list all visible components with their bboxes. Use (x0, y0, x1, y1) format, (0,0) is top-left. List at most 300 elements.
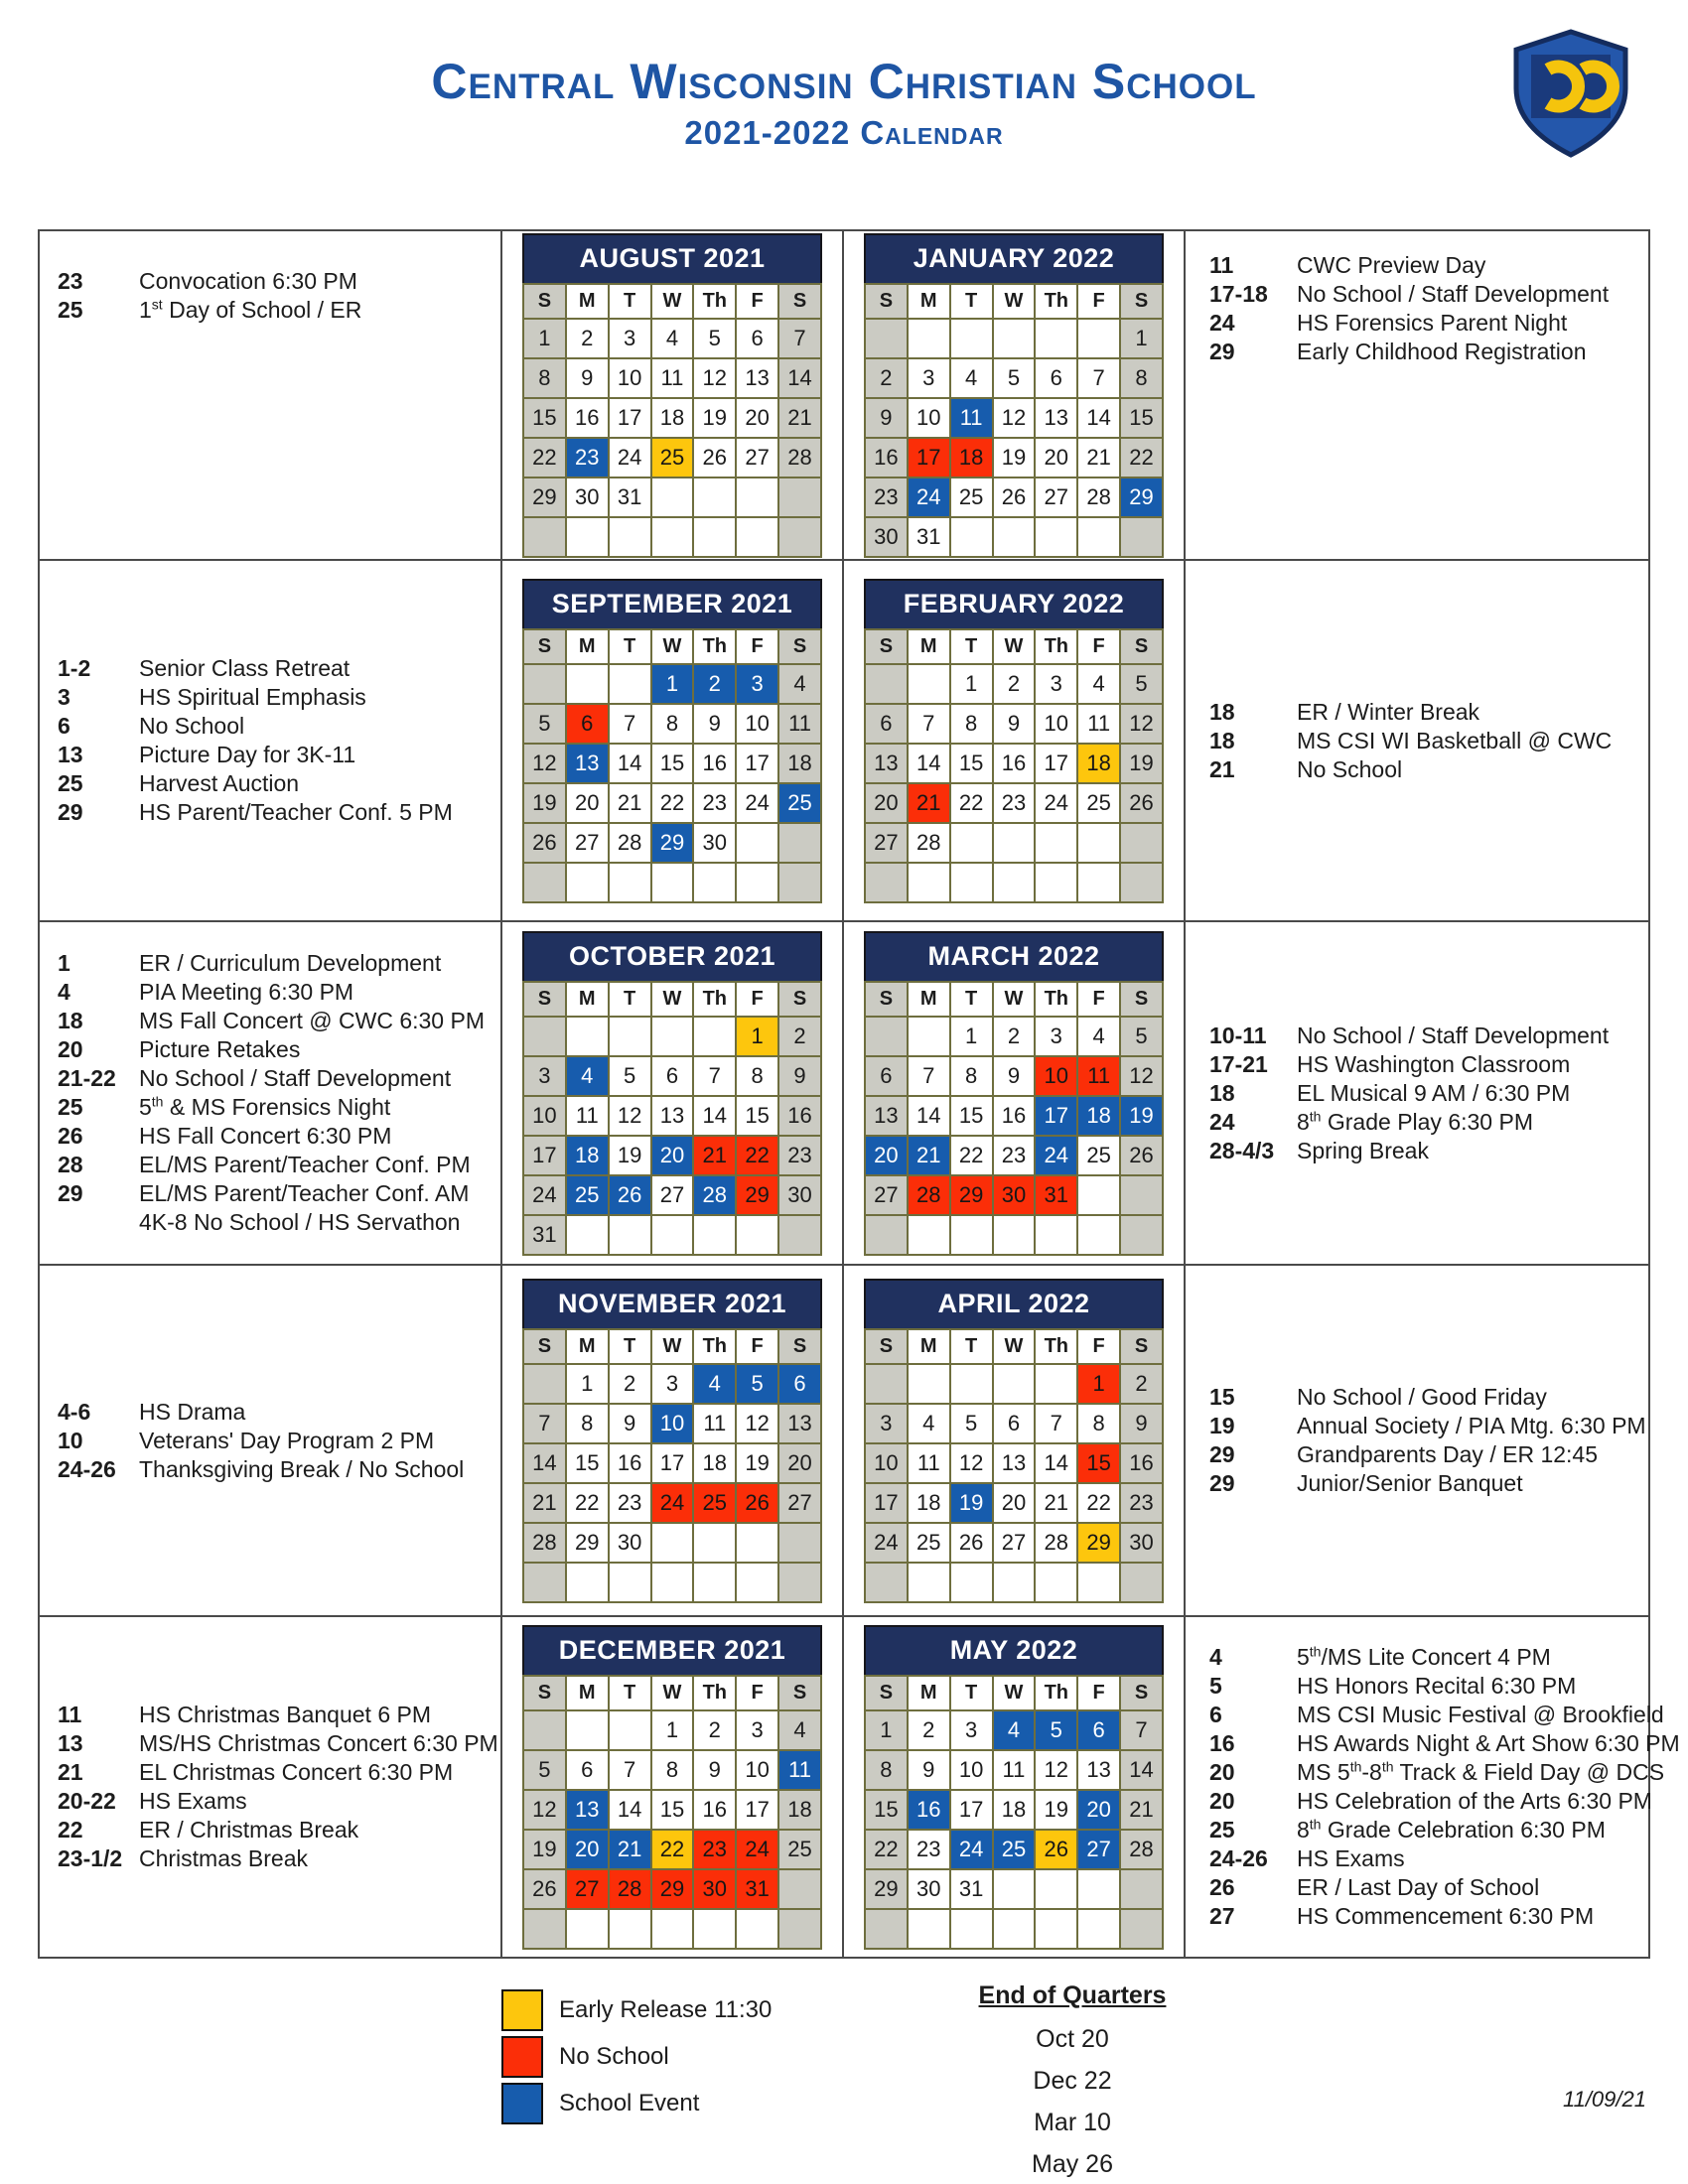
week-row (523, 1056, 821, 1096)
day-cell: 28 (1035, 1523, 1077, 1563)
day-cell (950, 863, 993, 902)
day-cell (736, 1215, 778, 1255)
day-cell: 12 (609, 1096, 651, 1136)
day-cell: 5 (1035, 1710, 1077, 1750)
day-header-cell: S (778, 629, 821, 664)
day-cell (1077, 823, 1120, 863)
day-cell: 19 (1120, 744, 1163, 783)
event-date: 5 (1209, 1673, 1222, 1699)
day-cell: 3 (736, 1710, 778, 1750)
day-cell: 29 (651, 1869, 694, 1909)
day-header-cell: F (1077, 1676, 1120, 1710)
day-cell (523, 517, 566, 557)
day-cell (1035, 1869, 1077, 1909)
day-cell: 8 (950, 1056, 993, 1096)
event-row (1209, 1701, 1664, 1729)
day-cell: 2 (693, 1710, 736, 1750)
event-desc: 8th Grade Play 6:30 PM (1297, 1107, 1533, 1135)
day-cell: 24 (736, 1830, 778, 1869)
day-cell: 29 (1077, 1523, 1120, 1563)
event-row (58, 1758, 500, 1787)
week-row (523, 1710, 821, 1750)
day-header-cell: T (950, 1329, 993, 1364)
day-cell: 10 (523, 1096, 566, 1136)
day-header-cell: Th (693, 1329, 736, 1364)
day-header-row (523, 629, 821, 664)
month-column (844, 561, 1186, 920)
day-header-cell: M (908, 1329, 950, 1364)
month-calendar (864, 579, 1164, 903)
week-row (523, 664, 821, 704)
day-cell: 12 (523, 1790, 566, 1830)
day-header-cell: F (736, 284, 778, 319)
day-cell: 1 (1077, 1364, 1120, 1404)
day-cell: 10 (609, 358, 651, 398)
day-cell (651, 1017, 694, 1056)
day-header-cell: T (950, 1676, 993, 1710)
day-cell (1035, 1364, 1077, 1404)
event-date: 21 (58, 1759, 83, 1785)
day-cell (908, 1563, 950, 1602)
legend (501, 1989, 772, 2129)
event-date: 13 (58, 1730, 83, 1756)
calendar-band (40, 561, 1648, 922)
month-calendar (522, 931, 822, 1256)
event-row (1209, 755, 1648, 784)
event-row (1209, 280, 1648, 309)
day-cell: 14 (1077, 398, 1120, 438)
day-cell: 20 (865, 1136, 908, 1175)
day-cell: 16 (693, 1790, 736, 1830)
day-cell: 23 (908, 1830, 950, 1869)
event-row (58, 654, 500, 683)
day-cell: 8 (566, 1404, 609, 1443)
day-header-cell: S (523, 1329, 566, 1364)
day-cell: 26 (1120, 783, 1163, 823)
day-cell: 28 (523, 1523, 566, 1563)
week-row (523, 1136, 821, 1175)
event-date: 25 (58, 1094, 83, 1120)
day-cell (736, 823, 778, 863)
event-desc: Veterans' Day Program 2 PM (139, 1427, 435, 1453)
day-header-cell: Th (1035, 1676, 1077, 1710)
day-cell (1077, 1215, 1120, 1255)
day-cell: 15 (1077, 1443, 1120, 1483)
end-of-quarters (943, 1981, 1201, 2184)
day-cell: 24 (950, 1830, 993, 1869)
event-date: 10-11 (1209, 1022, 1267, 1048)
day-cell: 18 (908, 1483, 950, 1523)
event-date: 19 (1209, 1413, 1235, 1438)
event-date: 27 (1209, 1903, 1235, 1929)
event-date: 17-21 (1209, 1050, 1268, 1077)
day-cell (609, 863, 651, 902)
day-cell: 11 (778, 704, 821, 744)
month-grid (864, 628, 1164, 903)
event-desc: 4K-8 No School / HS Servathon (139, 1209, 461, 1235)
day-cell (1035, 319, 1077, 358)
day-cell (993, 517, 1036, 557)
event-desc: Picture Day for 3K-11 (139, 742, 356, 767)
month-grid (864, 1328, 1164, 1603)
day-cell: 18 (1077, 744, 1120, 783)
week-row (523, 1563, 821, 1602)
day-cell: 12 (1120, 1056, 1163, 1096)
event-desc: Grandparents Day / ER 12:45 (1297, 1441, 1598, 1467)
day-cell: 7 (609, 704, 651, 744)
week-row (865, 398, 1163, 438)
event-desc: MS CSI Music Festival @ Brookfield (1297, 1702, 1664, 1727)
end-of-quarter-date: May 26 (1032, 2150, 1113, 2178)
day-header-cell: M (908, 629, 950, 664)
day-cell (566, 1215, 609, 1255)
day-cell: 22 (865, 1830, 908, 1869)
event-date: 29 (1209, 1470, 1235, 1496)
month-grid (522, 1328, 822, 1603)
event-desc: ER / Winter Break (1297, 698, 1480, 725)
day-header-cell: F (736, 982, 778, 1017)
day-header-cell: S (865, 284, 908, 319)
day-cell (865, 1909, 908, 1949)
event-date: 25 (58, 297, 83, 323)
week-row (865, 863, 1163, 902)
day-cell (778, 1215, 821, 1255)
event-row (1209, 1643, 1648, 1672)
day-cell: 6 (865, 1056, 908, 1096)
month-calendar (864, 233, 1164, 558)
day-cell (736, 1523, 778, 1563)
event-desc: Thanksgiving Break / No School (139, 1455, 465, 1482)
event-date: 6 (58, 713, 70, 739)
week-row (865, 1056, 1163, 1096)
day-cell (609, 1017, 651, 1056)
week-row (865, 1483, 1163, 1523)
month-title: JANUARY 2022 (864, 233, 1164, 283)
day-cell: 3 (1035, 664, 1077, 704)
event-date: 25 (58, 770, 83, 796)
day-cell: 13 (736, 358, 778, 398)
day-cell: 22 (1120, 438, 1163, 478)
day-cell: 20 (778, 1443, 821, 1483)
day-cell: 22 (1077, 1483, 1120, 1523)
event-desc: No School (139, 713, 245, 739)
day-cell: 7 (908, 704, 950, 744)
day-cell (993, 319, 1036, 358)
day-cell: 21 (778, 398, 821, 438)
month-calendar (864, 931, 1164, 1256)
week-row (523, 783, 821, 823)
day-cell (693, 863, 736, 902)
page-header (0, 54, 1688, 153)
calendar-table (38, 229, 1680, 1959)
event-desc: HS Drama (139, 1398, 246, 1425)
day-cell: 16 (1120, 1443, 1163, 1483)
day-cell: 9 (865, 398, 908, 438)
event-desc: MS Fall Concert @ CWC 6:30 PM (139, 1008, 485, 1033)
day-cell: 7 (778, 319, 821, 358)
day-header-cell: M (566, 982, 609, 1017)
event-date: 4-6 (58, 1398, 91, 1425)
event-desc: HS Washington Classroom (1297, 1050, 1571, 1077)
day-cell (950, 823, 993, 863)
day-header-cell: S (523, 629, 566, 664)
day-cell (566, 1710, 609, 1750)
day-cell (865, 319, 908, 358)
left-events-list (40, 1617, 502, 1957)
day-cell (950, 319, 993, 358)
event-row (1209, 1108, 1648, 1137)
day-cell: 29 (865, 1869, 908, 1909)
day-header-cell: W (993, 982, 1036, 1017)
day-cell: 19 (1035, 1790, 1077, 1830)
day-cell (1120, 1563, 1163, 1602)
legend-label: School Event (559, 2090, 700, 2116)
day-cell: 16 (993, 1096, 1036, 1136)
day-header-cell: W (651, 1329, 694, 1364)
day-cell (736, 1909, 778, 1949)
day-cell: 13 (651, 1096, 694, 1136)
event-date: 24-26 (1209, 1845, 1268, 1871)
day-cell (993, 1364, 1036, 1404)
event-desc: MS CSI WI Basketball @ CWC (1297, 727, 1613, 753)
day-cell: 21 (908, 1136, 950, 1175)
event-row (1209, 1022, 1648, 1050)
day-cell: 17 (736, 1790, 778, 1830)
day-cell (566, 664, 609, 704)
event-desc: HS Exams (1297, 1845, 1405, 1871)
event-row (58, 1208, 500, 1237)
week-row (865, 1750, 1163, 1790)
day-cell (693, 1215, 736, 1255)
day-header-cell: S (523, 284, 566, 319)
event-row (58, 978, 500, 1007)
day-header-cell: Th (693, 982, 736, 1017)
day-header-cell: S (523, 1676, 566, 1710)
day-cell: 27 (736, 438, 778, 478)
day-cell: 4 (651, 319, 694, 358)
day-header-cell: Th (1035, 629, 1077, 664)
week-row (523, 1443, 821, 1483)
day-cell: 14 (778, 358, 821, 398)
week-row (523, 1750, 821, 1790)
week-row (865, 1710, 1163, 1750)
event-date: 20 (58, 1036, 83, 1062)
day-header-cell: S (778, 1676, 821, 1710)
day-cell (778, 1523, 821, 1563)
event-desc: No School / Good Friday (1297, 1384, 1547, 1410)
week-row (523, 1909, 821, 1949)
event-date: 1 (58, 950, 70, 976)
day-cell: 20 (566, 783, 609, 823)
day-cell: 15 (566, 1443, 609, 1483)
day-cell: 16 (908, 1790, 950, 1830)
day-cell (609, 1563, 651, 1602)
day-cell (950, 1215, 993, 1255)
day-cell: 2 (566, 319, 609, 358)
day-cell (609, 1710, 651, 1750)
day-cell (523, 1563, 566, 1602)
event-date: 22 (58, 1817, 83, 1843)
day-cell (778, 517, 821, 557)
event-date: 29 (1209, 1441, 1235, 1467)
day-cell: 3 (950, 1710, 993, 1750)
day-cell: 29 (566, 1523, 609, 1563)
end-of-quarters-dates (943, 2018, 1201, 2184)
day-cell (1077, 1909, 1120, 1949)
week-row (523, 319, 821, 358)
day-cell: 21 (1120, 1790, 1163, 1830)
event-date: 16 (1209, 1730, 1235, 1756)
day-cell (609, 517, 651, 557)
day-header-cell: F (736, 629, 778, 664)
week-row (523, 1790, 821, 1830)
end-of-quarter-date: Oct 20 (1036, 2025, 1109, 2053)
day-cell (950, 1364, 993, 1404)
day-cell: 26 (950, 1523, 993, 1563)
calendar-band (40, 231, 1648, 561)
day-header-cell: Th (1035, 284, 1077, 319)
week-row (865, 704, 1163, 744)
week-row (523, 1364, 821, 1404)
week-row (865, 1136, 1163, 1175)
day-cell: 1 (736, 1017, 778, 1056)
week-row (523, 358, 821, 398)
day-cell: 6 (993, 1404, 1036, 1443)
day-cell (865, 664, 908, 704)
event-date: 29 (1209, 339, 1235, 364)
day-cell: 11 (1077, 704, 1120, 744)
calendar-band (40, 1617, 1680, 1957)
day-cell (609, 1215, 651, 1255)
day-header-row (523, 982, 821, 1017)
day-cell: 4 (693, 1364, 736, 1404)
day-cell: 26 (523, 823, 566, 863)
day-cell: 11 (778, 1750, 821, 1790)
day-header-row (865, 1676, 1163, 1710)
event-date: 18 (1209, 1079, 1235, 1106)
week-row (865, 1830, 1163, 1869)
event-date: 11 (58, 1702, 82, 1727)
event-date: 20-22 (58, 1788, 116, 1814)
day-cell: 3 (908, 358, 950, 398)
day-cell: 28 (908, 1175, 950, 1215)
event-row (58, 1064, 500, 1093)
event-date: 28 (58, 1152, 83, 1177)
week-row (865, 1096, 1163, 1136)
day-cell (1077, 1175, 1120, 1215)
day-cell (693, 1523, 736, 1563)
week-row (865, 319, 1163, 358)
week-row (865, 1404, 1163, 1443)
day-cell: 8 (1077, 1404, 1120, 1443)
day-cell: 25 (1077, 783, 1120, 823)
day-cell: 31 (1035, 1175, 1077, 1215)
event-date: 21-22 (58, 1065, 116, 1091)
month-column (844, 1266, 1186, 1615)
day-cell: 17 (523, 1136, 566, 1175)
day-header-cell: T (609, 1676, 651, 1710)
event-date: 18 (1209, 727, 1235, 753)
month-calendar (522, 1279, 822, 1603)
event-row (1209, 1672, 1648, 1701)
day-cell: 8 (950, 704, 993, 744)
day-cell (1077, 1869, 1120, 1909)
day-header-cell: M (566, 1676, 609, 1710)
day-cell: 16 (693, 744, 736, 783)
legend-swatch (501, 2083, 543, 2124)
day-header-cell: W (651, 629, 694, 664)
day-header-cell: S (778, 982, 821, 1017)
week-row (865, 517, 1163, 557)
day-cell: 1 (950, 664, 993, 704)
day-cell (736, 517, 778, 557)
day-cell: 9 (908, 1750, 950, 1790)
day-cell: 15 (651, 744, 694, 783)
event-row (58, 1035, 500, 1064)
day-cell: 11 (908, 1443, 950, 1483)
event-desc: Annual Society / PIA Mtg. 6:30 PM (1297, 1413, 1646, 1438)
event-date: 1-2 (58, 655, 91, 681)
day-cell: 28 (1120, 1830, 1163, 1869)
day-cell: 2 (609, 1364, 651, 1404)
event-desc: Early Childhood Registration (1297, 339, 1587, 364)
legend-swatch (501, 1989, 543, 2031)
day-cell: 9 (778, 1056, 821, 1096)
week-row (865, 823, 1163, 863)
event-date: 11 (1209, 252, 1234, 278)
day-cell (609, 1909, 651, 1949)
day-cell (566, 517, 609, 557)
day-header-cell: T (950, 629, 993, 664)
event-row (1209, 1729, 1680, 1758)
day-cell (778, 1909, 821, 1949)
month-title: APRIL 2022 (864, 1279, 1164, 1328)
day-cell: 26 (736, 1483, 778, 1523)
event-desc: HS Celebration of the Arts 6:30 PM (1297, 1788, 1652, 1814)
day-cell: 29 (736, 1175, 778, 1215)
month-calendar (522, 579, 822, 903)
day-cell (778, 1563, 821, 1602)
day-cell: 16 (609, 1443, 651, 1483)
event-row (1209, 1787, 1652, 1816)
week-row (523, 863, 821, 902)
day-cell: 6 (736, 319, 778, 358)
event-row (1209, 1079, 1648, 1108)
day-cell: 21 (609, 783, 651, 823)
day-cell: 1 (865, 1710, 908, 1750)
week-row (865, 1215, 1163, 1255)
day-cell: 17 (1035, 1096, 1077, 1136)
event-desc: 1st Day of School / ER (139, 296, 362, 323)
event-row (58, 1398, 500, 1427)
day-cell: 19 (736, 1443, 778, 1483)
day-cell: 17 (609, 398, 651, 438)
week-row (865, 1563, 1163, 1602)
event-desc: EL Musical 9 AM / 6:30 PM (1297, 1079, 1571, 1106)
day-cell: 8 (651, 704, 694, 744)
day-cell (736, 1563, 778, 1602)
day-cell: 30 (566, 478, 609, 517)
day-header-cell: W (993, 284, 1036, 319)
day-cell: 21 (693, 1136, 736, 1175)
day-cell (1035, 863, 1077, 902)
month-calendar (522, 233, 822, 558)
day-cell: 13 (566, 1790, 609, 1830)
day-cell (1120, 1215, 1163, 1255)
event-row (58, 798, 500, 827)
day-cell (693, 1563, 736, 1602)
event-row (1209, 1816, 1648, 1844)
